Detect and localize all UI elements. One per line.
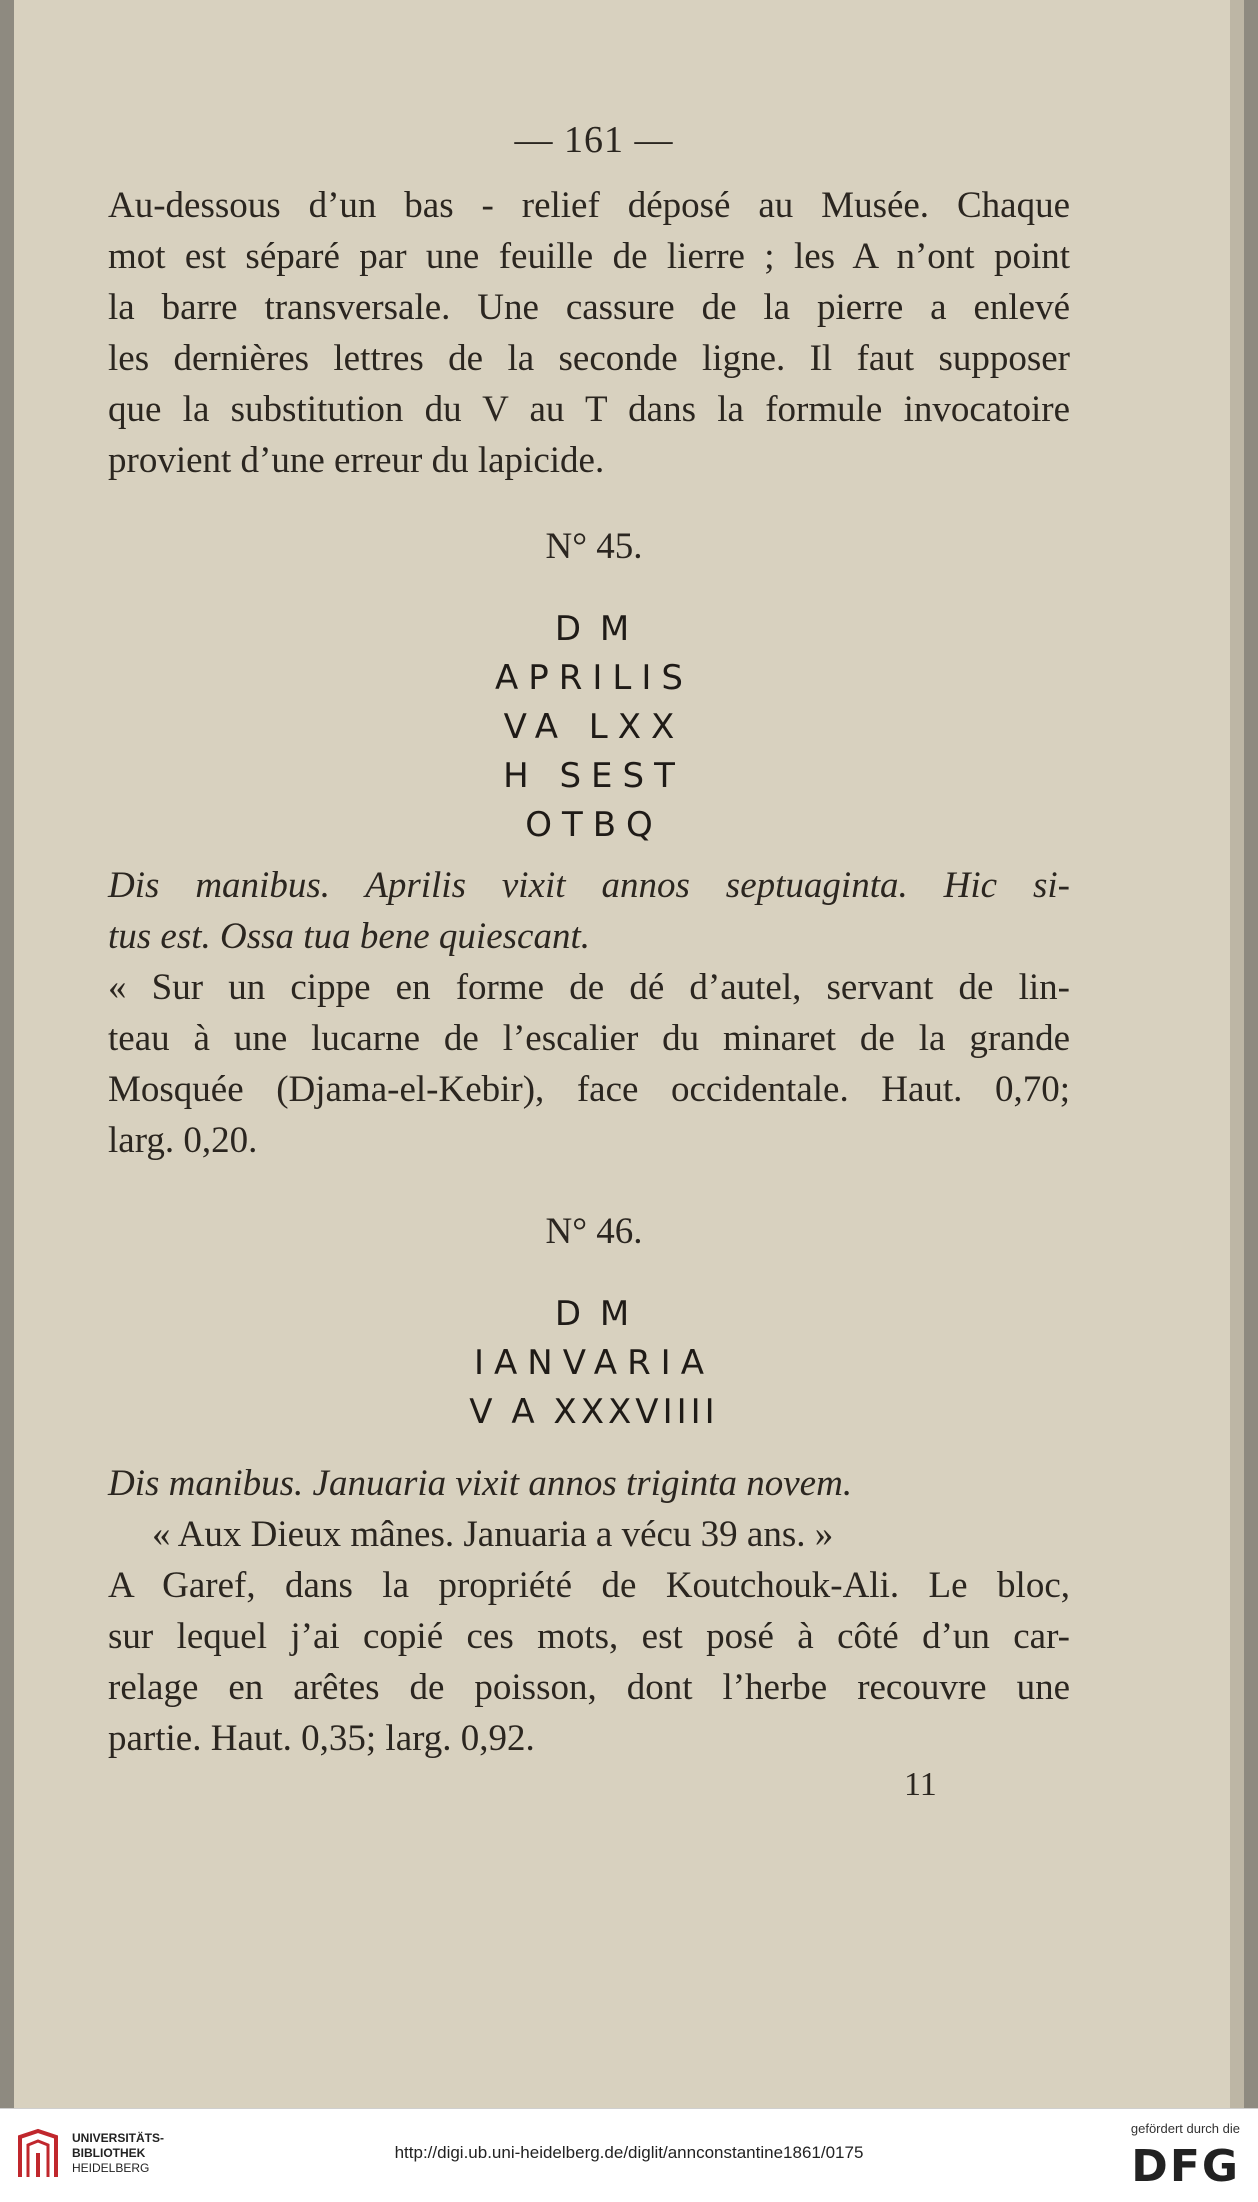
text-line: Dis manibus. Januaria vixit annos triginta novem. — [108, 1463, 853, 1504]
text-line: « Aux Dieux mânes. Januaria a vécu 39 ans. » — [152, 1514, 834, 1555]
text-line: la barre transversale. Une cassure de la pierre a enlevé — [108, 287, 1070, 328]
text-line: mot est séparé par une feuille de lierre ; les A n’ont point — [108, 236, 1070, 277]
text-line: larg. 0,20. — [108, 1120, 258, 1161]
book-page — [14, 0, 1244, 2108]
text-line: que la substitution du V au T dans la formule invocatoire — [108, 389, 1070, 430]
viewer-footer — [0, 2108, 1258, 2202]
inscription-number-46: N° 46. — [545, 1211, 643, 1252]
text-line: « Sur un cippe en forme de dé d’autel, servant de lin- — [108, 967, 1070, 1008]
inscription-line: H SEST — [503, 756, 685, 796]
permalink-url[interactable]: http://digi.ub.uni-heidelberg.de/diglit/annconstantine1861/0175 — [394, 2143, 864, 2162]
inscription-line: D M — [554, 609, 634, 649]
translation-46 — [108, 1458, 1070, 1509]
text-line: sur lequel j’ai copié ces mots, est posé à côté d’un car- — [108, 1616, 1070, 1657]
translation-45 — [108, 860, 1070, 962]
inscription-46 — [14, 1290, 1174, 1437]
text-line: provient d’une erreur du lapicide. — [108, 440, 605, 481]
text-line: partie. Haut. 0,35; larg. 0,92. — [108, 1718, 535, 1759]
text-line: Mosquée (Djama-el-Kebir), face occidentale. Haut. 0,70; — [108, 1069, 1070, 1110]
inscription-line: D M — [554, 1294, 634, 1334]
text-line: relage en arêtes de poisson, dont l’herbe recouvre une — [108, 1667, 1070, 1708]
text-line: Au-dessous d’un bas - relief déposé au Musée. Chaque — [108, 185, 1070, 226]
inscription-line: APRILIS — [495, 658, 693, 698]
paragraph-46 — [108, 1560, 1070, 1764]
funding-note: gefördert durch die — [1130, 2121, 1240, 2136]
inscription-line: OTBQ — [525, 805, 663, 845]
inscription-line: IANVARIA — [474, 1343, 714, 1383]
paragraph-45 — [108, 962, 1070, 1166]
page-number-header: — 161 — — [514, 119, 674, 161]
text-line: Dis manibus. Aprilis vixit annos septuaginta. Hic si- — [108, 865, 1070, 906]
signature-mark: 11 — [904, 1766, 937, 1803]
inscription-number-45: N° 45. — [545, 526, 643, 567]
paragraph-intro — [108, 180, 1070, 486]
text-line: teau à une lucarne de l’escalier du minaret de la grande — [108, 1018, 1070, 1059]
library-name-line: UNIVERSITÄTS- — [72, 2131, 165, 2145]
quote-46 — [108, 1509, 1070, 1560]
inscription-line: VA LXX — [503, 707, 685, 747]
page-edge — [1230, 0, 1244, 2108]
text-line: les dernières lettres de la seconde ligne. Il faut supposer — [108, 338, 1070, 379]
library-name-line: BIBLIOTHEK — [72, 2146, 146, 2160]
library-name-line: HEIDELBERG — [72, 2161, 150, 2175]
inscription-45 — [14, 605, 1174, 850]
text-line: A Garef, dans la propriété de Koutchouk-Ali. Le bloc, — [108, 1565, 1070, 1606]
inscription-line: V A XXXVIIII — [469, 1392, 719, 1432]
text-line: tus est. Ossa tua bene quiescant. — [108, 916, 590, 957]
dfg-logo: DFG — [1131, 2141, 1240, 2192]
